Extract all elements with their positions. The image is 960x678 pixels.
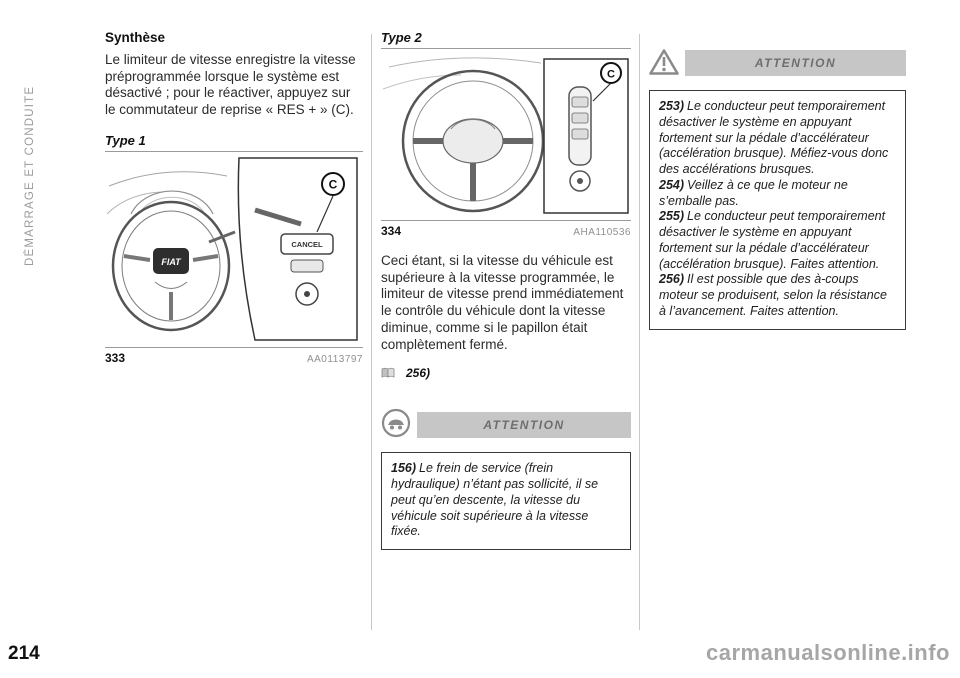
warning-item	[391, 461, 621, 540]
warning-number: 256)	[659, 272, 685, 287]
steering-wheel-illustration-type1	[105, 152, 361, 346]
warning-box-253-256	[649, 90, 906, 330]
body-paragraph: Le limiteur de vitesse enregistre la vitesse préprogrammée lorsque le système est désactivé ; pour le réactiver, appuyez sur le commutateur de reprise « RES + » (C).	[105, 52, 356, 118]
warning-text: Il est possible que des à-coups moteur se produisent, selon la résistance à l’avancement. Faites attention.	[659, 272, 887, 318]
chapter-sidebar-label: DÉMARRAGE ET CONDUITE	[24, 85, 36, 266]
page-number: 214	[8, 643, 40, 664]
section-heading: Synthèse	[105, 30, 166, 45]
reference-256	[381, 366, 631, 380]
attention-header	[649, 48, 906, 76]
warning-text: Le conducteur peut temporairement désactiver le système en appuyant fortement sur la pédale d’accélérateur (accélération brusque). Faites attention.	[659, 209, 886, 271]
warning-number: 253)	[659, 99, 685, 113]
warning-item	[659, 99, 896, 178]
figure-caption-333	[105, 348, 363, 365]
type-1-label: Type 1	[105, 132, 146, 148]
fiat-badge-label: FIAT	[161, 256, 181, 267]
type-2-label: Type 2	[381, 30, 422, 45]
callout-c-label: C	[607, 68, 615, 81]
steering-wheel-illustration-type2	[381, 49, 631, 219]
figure-333	[105, 152, 363, 348]
figure-334	[381, 49, 631, 221]
column-divider-2	[639, 34, 640, 630]
column-3	[649, 32, 906, 330]
body-paragraph: Ceci étant, si la vitesse du véhicule est supérieure à la vitesse programmée, le limiteur de vitesse prend immédiatement le contrôle du véhicule dont la vitesse diminue, comme si le papillon était complètement fermé.	[381, 253, 624, 352]
watermark: carmanualsonline.info	[706, 640, 950, 665]
warning-number: 156)	[391, 461, 417, 476]
warning-item	[659, 209, 896, 272]
warning-text: Veillez à ce que le moteur ne s’emballe pas.	[659, 177, 848, 208]
warning-box-156	[381, 452, 631, 550]
reference-number: 256)	[406, 366, 431, 381]
cancel-button-label: CANCEL	[291, 239, 323, 249]
figure-number: 334	[381, 224, 402, 238]
figure-number: 333	[105, 350, 126, 365]
callout-c-label: C	[328, 177, 338, 192]
attention-bar: ATTENTION	[685, 50, 906, 76]
warning-item	[659, 178, 896, 210]
warning-triangle-icon	[649, 48, 679, 76]
note-icon	[381, 367, 395, 379]
brake-warning-icon	[381, 408, 411, 438]
warning-text: Le conducteur peut temporairement désactiver le système en appuyant fortement sur la pédale d’accélérateur (accélération brusque). Méfiez-vous donc des accélérations brusques.	[659, 99, 889, 176]
figure-caption-334	[381, 221, 631, 238]
warning-number: 255)	[659, 209, 685, 224]
figure-code: AHA110536	[573, 227, 631, 238]
column-divider-1	[371, 34, 372, 630]
warning-number: 254)	[659, 177, 685, 192]
figure-code: AA0113797	[306, 353, 363, 365]
attention-header	[381, 408, 631, 438]
column-1	[105, 30, 363, 365]
attention-bar: ATTENTION	[417, 412, 631, 438]
warning-item	[659, 272, 896, 319]
column-2	[381, 30, 631, 550]
warning-text: Le frein de service (frein hydraulique) n’étant pas sollicité, il se peut qu’en descente, la vitesse du véhicule soit supérieure à la vitesse fixée.	[391, 461, 599, 539]
